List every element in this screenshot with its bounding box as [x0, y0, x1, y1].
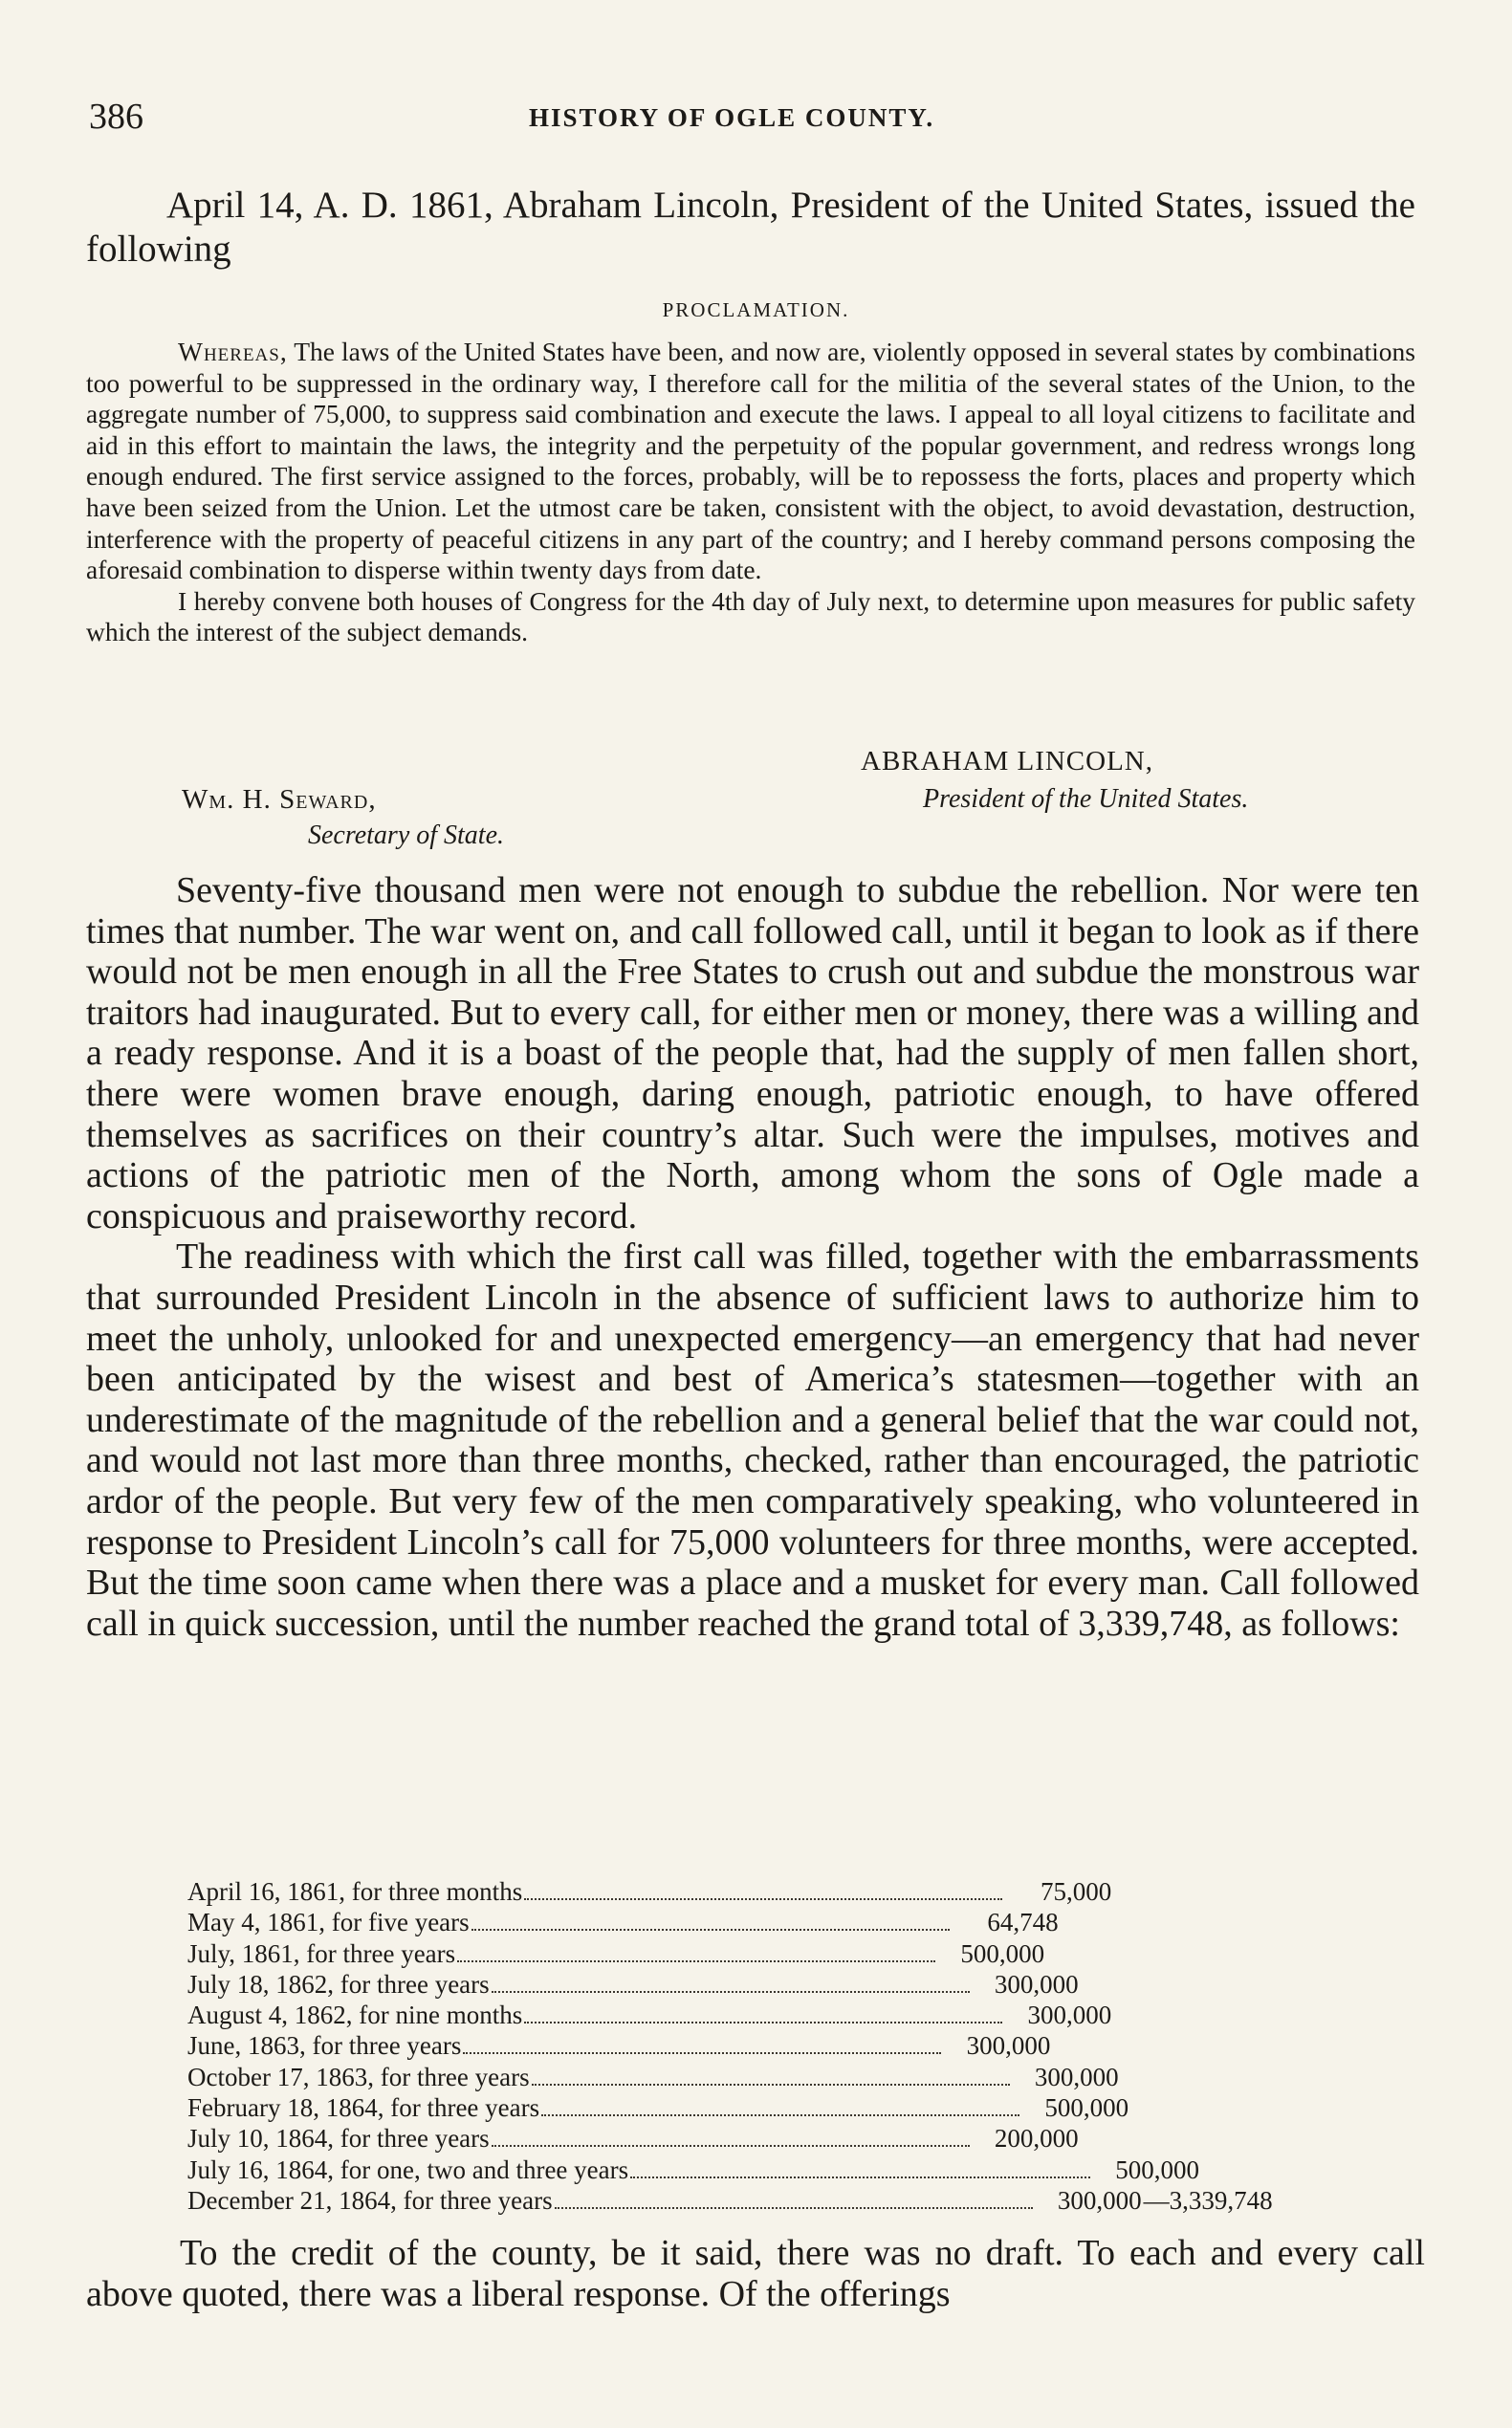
countersigner-name: Wm. H. Seward, — [182, 784, 377, 815]
dot-leader — [463, 2052, 941, 2054]
call-value: 500,000 — [1115, 2155, 1199, 2184]
call-label: July, 1861, for three years — [187, 1938, 456, 1968]
call-value: 300,000 — [1034, 2062, 1119, 2091]
intro-text: April 14, A. D. 1861, Abraham Lincoln, President of the United States, issued the following — [86, 185, 1415, 270]
signer-title: President of the United States. — [923, 784, 1249, 814]
dot-leader — [555, 2207, 1033, 2209]
dot-leader — [457, 1960, 935, 1962]
proclamation-paragraph-2: I hereby convene both houses of Congress for the 4th day of July next, to determine upon measures for public safety which the interest of the subject demands. — [86, 585, 1415, 647]
call-row — [187, 1969, 1364, 2000]
call-label: July 10, 1864, for three years — [187, 2124, 490, 2154]
dot-leader — [524, 1898, 1002, 1900]
countersigner-title: Secretary of State. — [308, 820, 505, 850]
call-label: August 4, 1862, for nine months — [187, 2001, 523, 2030]
body-text — [86, 870, 1419, 1644]
body-paragraph-2: The readiness with which the first call was filled, together with the embarrassments that surrounded President Lincoln in the absence of sufficient laws to authorize him to meet the unholy, unlooked for and unexpected emergency—an emergency that had never been anticipated by the wisest and best of America’s statesmen—together with an underestimate of the magnitude of the rebellion and a general belief that the war could not, and would not last more than three months, checked, rather than encouraged, the patriotic ardor of the people. But very few of the men comparatively speaking, who volunteered in response to President Lincoln’s call for 75,000 volunteers for three months, were accepted. But the time soon came when there was a place and a musket for every man. Call followed call in quick succession, until the number reached the grand total of 3,339,748, as follows: — [86, 1236, 1419, 1644]
call-value: 300,000 — [966, 2031, 1051, 2061]
signer-name: ABRAHAM LINCOLN, — [861, 746, 1153, 777]
call-value: 75,000 — [1040, 1877, 1112, 1906]
call-value: 64,748 — [987, 1908, 1059, 1937]
call-label: May 4, 1861, for five years — [187, 1908, 470, 1937]
call-value: 300,000 — [994, 1969, 1079, 1999]
call-label: February 18, 1864, for three years — [187, 2093, 540, 2123]
dot-leader — [532, 2084, 1010, 2086]
call-value: 500,000 — [960, 1938, 1045, 1968]
call-row — [187, 2030, 1364, 2061]
dot-leader — [541, 2114, 1019, 2116]
call-value: 200,000 — [994, 2124, 1079, 2154]
call-row — [187, 2000, 1364, 2030]
proclamation-opening-word: Whereas, — [178, 337, 288, 366]
closing-paragraph — [86, 2233, 1425, 2315]
call-row — [187, 2062, 1364, 2092]
call-label: July 16, 1864, for one, two and three years — [187, 2155, 629, 2184]
call-value: 300,000 — [1027, 2001, 1112, 2030]
body-paragraph-1: Seventy-five thousand men were not enough to subdue the rebellion. Nor were ten times that number. The war went on, and call followed call, until it began to look as if there would not be men enough in all the Free States to crush out and subdue the monstrous war traitors had inaugurated. But to every call, for either men or money, there was a willing and a ready response. And it is a boast of the people that, had the supply of men fallen short, there were women brave enough, daring enough, patriotic enough, to have offered themselves as sacrifices on their country’s altar. Such were the impulses, motives and actions of the patriotic men of the North, among whom the sons of Ogle made a conspicuous and praiseworthy record. — [86, 870, 1419, 1236]
call-value: 500,000 — [1044, 2093, 1129, 2123]
proclamation-heading: PROCLAMATION. — [662, 298, 850, 321]
page-number: 386 — [89, 97, 143, 137]
call-row — [187, 1938, 1364, 1969]
dot-leader — [524, 2022, 1002, 2023]
call-row — [187, 2185, 1364, 2216]
dot-leader — [471, 1929, 950, 1931]
closing-text: To the credit of the county, be it said, there was no draft. To each and every call above quoted, there was a liberal response. Of the offerings — [86, 2233, 1425, 2314]
intro-paragraph — [86, 184, 1415, 272]
call-label: October 17, 1863, for three years — [187, 2062, 530, 2091]
proclamation-text — [86, 337, 1415, 648]
page-header — [89, 96, 1428, 143]
call-row — [187, 1907, 1364, 1937]
call-label: June, 1863, for three years — [187, 2031, 462, 2061]
call-row — [187, 1876, 1364, 1907]
dot-leader — [492, 1991, 970, 1993]
call-row — [187, 2123, 1364, 2154]
call-label: December 21, 1864, for three years — [187, 2185, 553, 2215]
proclamation-paragraph-1-text: The laws of the United States have been, and now are, violently opposed in several states by combinations too powerful to be suppressed in the ordinary way, I therefore call for the militia of the several states of the Union, to the aggregate number of 75,000, to suppress said combination and execute the laws. I appeal to all loyal citizens to facilitate and aid in this effort to maintain the laws, the integrity and the perpetuity of the popular government, and redress wrongs long enough endured. The first service assigned to the forces, probably, will be to repossess the forts, places and property which have been seized from the Union. Let the utmost care be taken, consistent with the object, to avoid devastation, destruction, interference with the property of peaceful citizens in any part of the country; and I hereby command persons composing the aforesaid combination to disperse within twenty days from date. — [86, 337, 1415, 585]
call-row — [187, 2092, 1364, 2123]
running-head: HISTORY OF OGLE COUNTY. — [529, 103, 935, 132]
call-value: 300,000 — [1057, 2185, 1142, 2215]
calls-table — [187, 1876, 1364, 2216]
dot-leader — [630, 2176, 1090, 2178]
call-label: July 18, 1862, for three years — [187, 1969, 490, 1999]
dot-leader — [492, 2145, 970, 2147]
call-row — [187, 2155, 1364, 2185]
call-label: April 16, 1861, for three months — [187, 1877, 523, 1906]
proclamation-paragraph-1 — [86, 337, 1415, 586]
call-total: —3,339,748 — [1143, 2185, 1273, 2215]
